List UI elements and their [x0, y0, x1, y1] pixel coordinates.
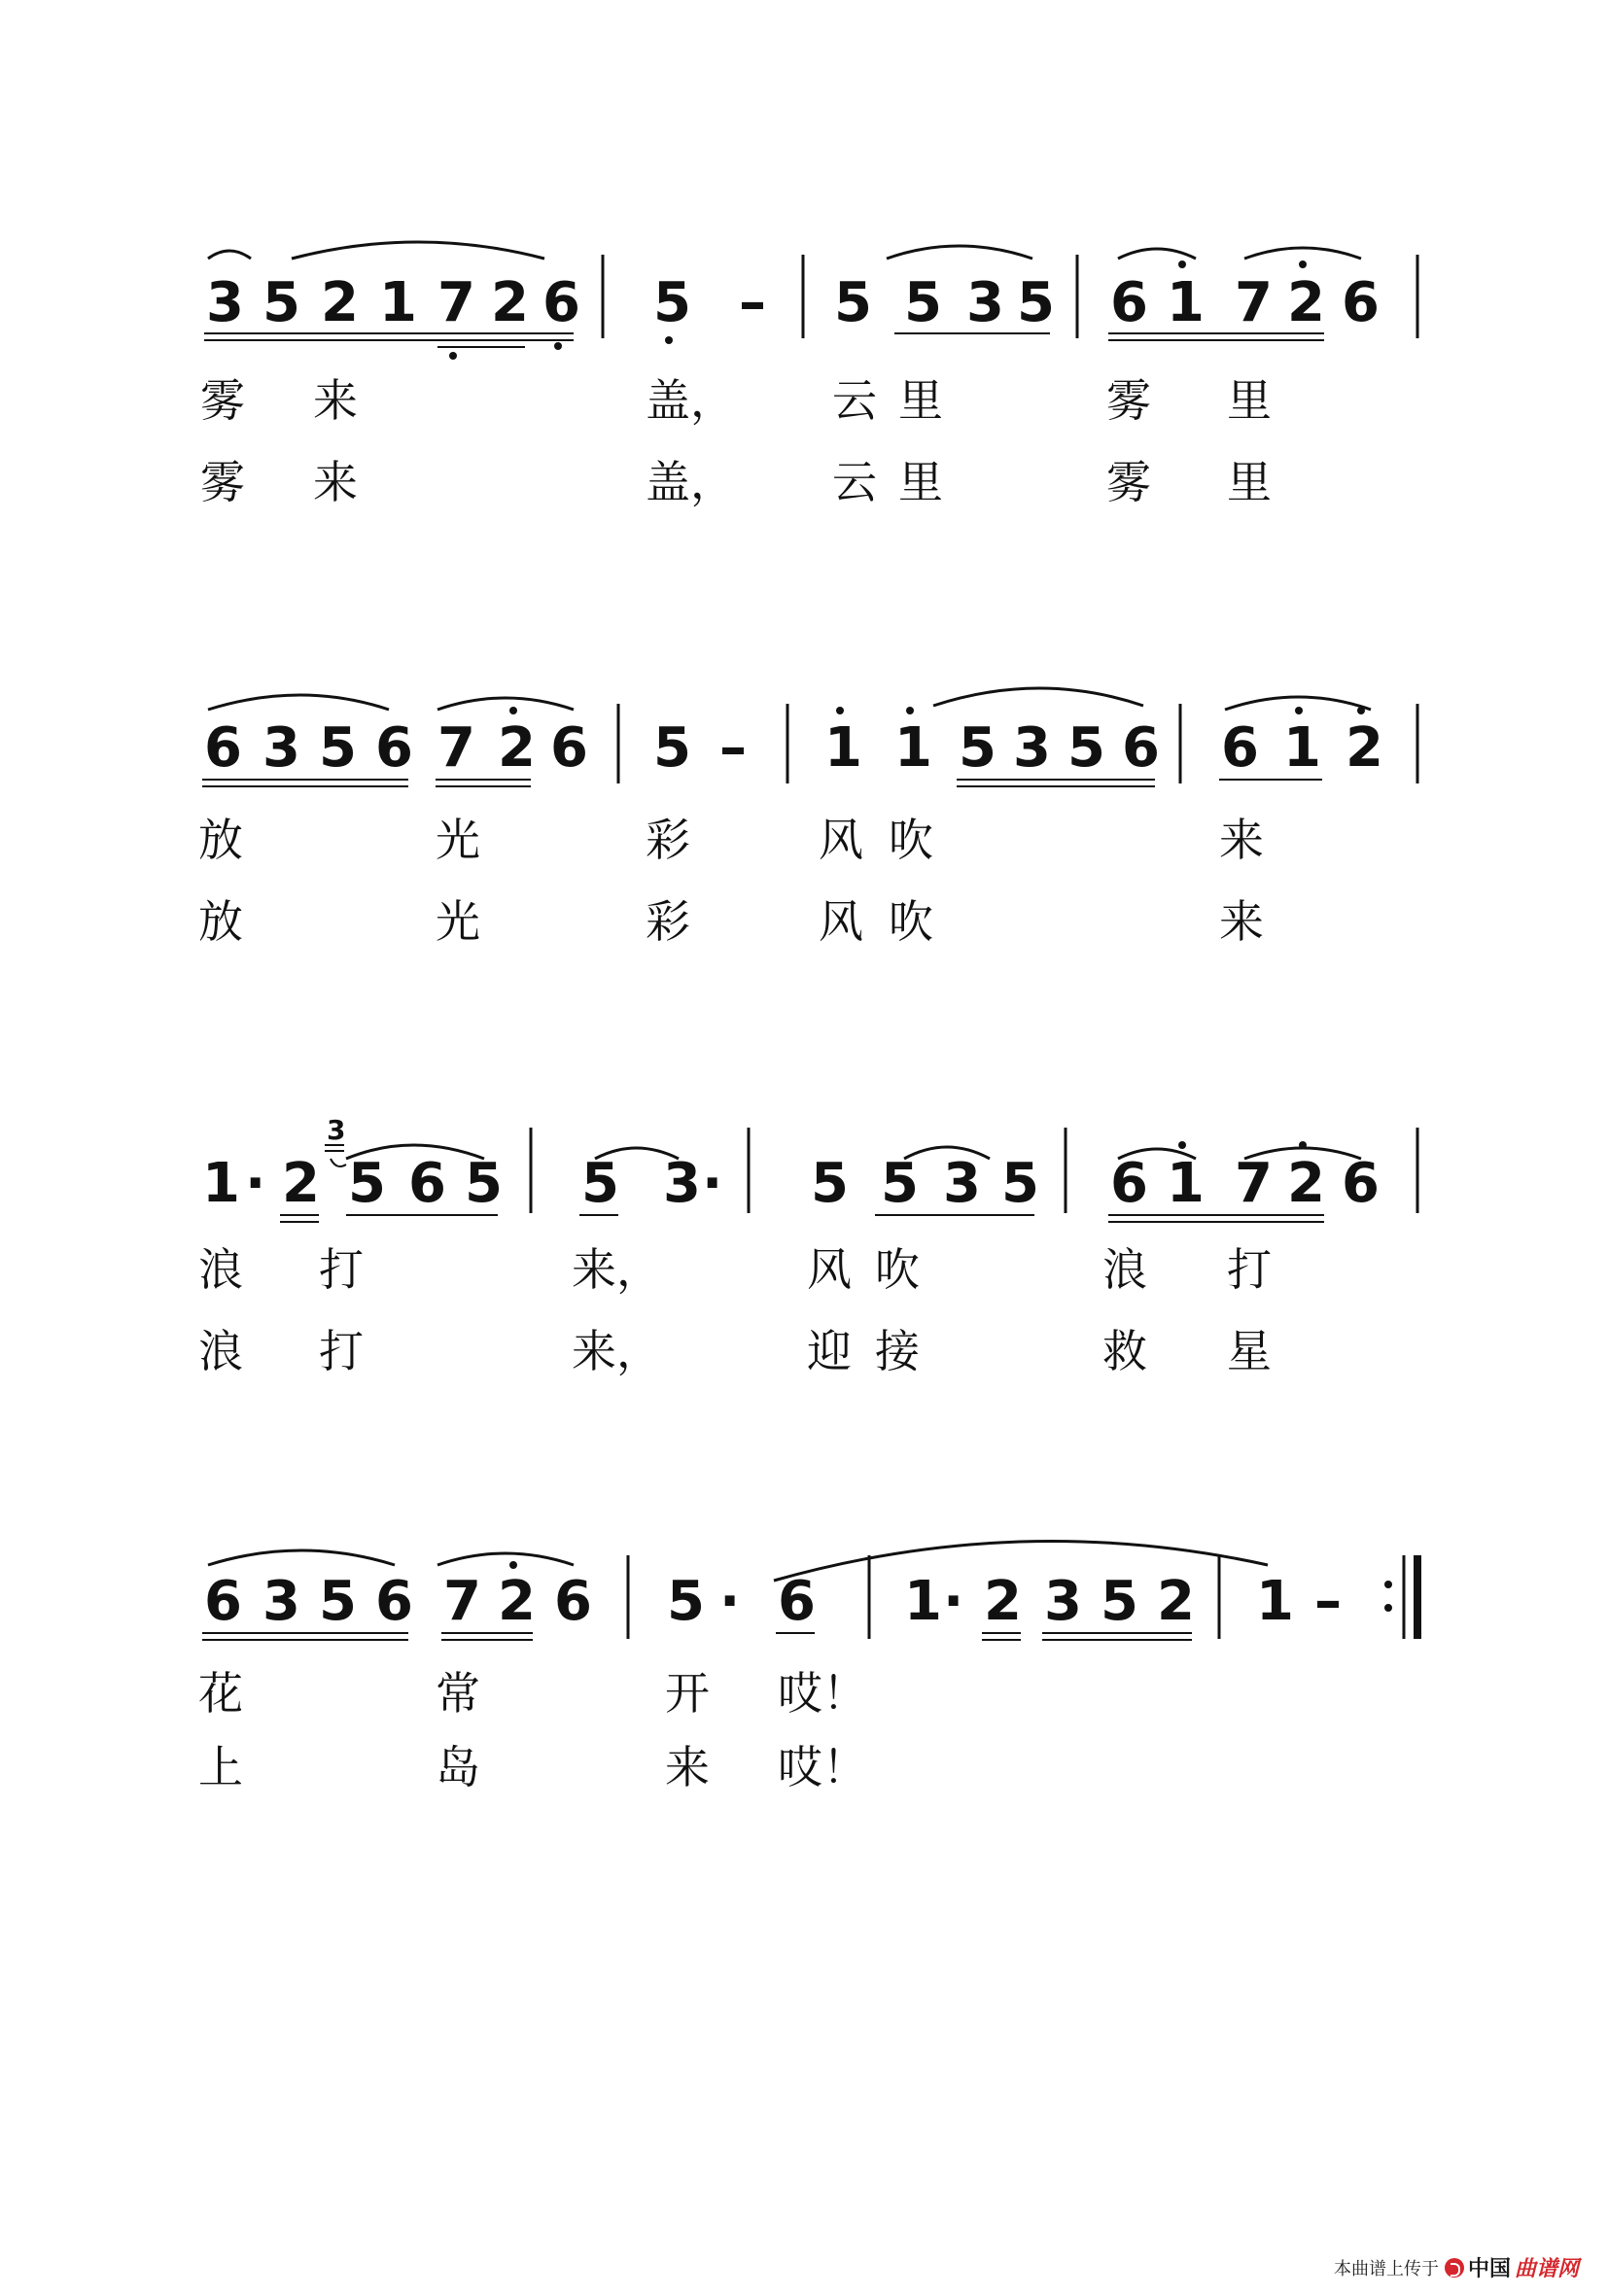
note: 5 [1001, 1152, 1039, 1215]
note: 2 [1157, 1570, 1195, 1633]
lyric: 浪 [198, 1325, 243, 1377]
note: 1 [904, 1570, 942, 1633]
note: 6 [408, 1152, 446, 1215]
octave-dot [1178, 261, 1186, 268]
note: 6 [542, 271, 580, 334]
note: 1 [1283, 716, 1321, 780]
note: 5 [319, 716, 357, 780]
note: 6 [1342, 271, 1380, 334]
lyric: 来， [572, 1325, 661, 1377]
note: 5 [653, 271, 691, 334]
note: 2 [282, 1152, 320, 1215]
slur [1244, 248, 1361, 259]
lyric: 来 [313, 374, 358, 427]
slur [208, 1550, 395, 1565]
lyric: 哎！ [778, 1667, 867, 1720]
site-name-part1: 中国 [1467, 2256, 1511, 2281]
note: 6 [1110, 271, 1148, 334]
upload-credit-text: 本曲谱上传于 [1333, 2258, 1439, 2279]
lyric: 云 [832, 374, 877, 427]
note: 3 [966, 271, 1004, 334]
slur [208, 251, 251, 259]
octave-dot [1178, 1141, 1186, 1149]
note: 1 [1167, 1152, 1205, 1215]
lyric: 接 [875, 1325, 920, 1377]
system-3 [198, 1114, 1417, 1377]
octave-dot [509, 1561, 517, 1569]
slur [292, 242, 544, 259]
lyric: 吹 [889, 895, 933, 948]
lyric: 迎 [807, 1325, 852, 1377]
note: 6 [375, 1570, 413, 1633]
note: 3 [206, 271, 244, 334]
octave-dot [449, 352, 457, 360]
note: 2 [1287, 1152, 1325, 1215]
note: 5 [319, 1570, 357, 1633]
note: 2 [1287, 271, 1325, 334]
note: 2 [984, 1570, 1022, 1633]
note: 6 [204, 1570, 242, 1633]
note: 1 [824, 716, 862, 780]
octave-dot [1299, 261, 1307, 268]
note: 2 [498, 716, 536, 780]
site-logo[interactable] [1445, 2252, 1579, 2282]
note: 5 [904, 271, 942, 334]
note: 5 [262, 271, 300, 334]
lyric: 盖， [646, 374, 735, 427]
note: 2 [491, 271, 529, 334]
dot: · [702, 1152, 723, 1215]
note: 5 [348, 1152, 386, 1215]
note: 5 [581, 1152, 619, 1215]
note: 5 [1101, 1570, 1138, 1633]
lyric: 花 [198, 1667, 243, 1720]
note: 6 [1221, 716, 1259, 780]
lyric: 风 [807, 1243, 852, 1296]
octave-dot [509, 707, 517, 714]
note: 6 [554, 1570, 592, 1633]
lyric: 雾 [200, 374, 245, 427]
note: 1 [379, 271, 417, 334]
note: 5 [1067, 716, 1105, 780]
lyric: 风 [819, 895, 863, 948]
slur [437, 1553, 574, 1565]
lyric: 开 [665, 1667, 710, 1720]
octave-dot [554, 342, 562, 350]
lyric: 来 [1219, 895, 1264, 948]
note: 5 [667, 1570, 705, 1633]
system-1 [200, 242, 1417, 508]
lyric: 哎！ [778, 1741, 867, 1793]
lyric: 光 [436, 895, 480, 948]
note: 5 [959, 716, 996, 780]
lyric: 救 [1102, 1325, 1147, 1377]
note: 7 [1235, 1152, 1273, 1215]
lyric: 来， [572, 1243, 661, 1296]
slur [887, 246, 1032, 259]
note: 6 [778, 1570, 816, 1633]
lyric: 雾 [200, 456, 245, 508]
note: 3 [663, 1152, 701, 1215]
lyric: 雾 [1106, 456, 1151, 508]
note: 1 [1256, 1570, 1294, 1633]
lyric: 风 [819, 814, 863, 866]
lyric: 常 [436, 1667, 480, 1720]
lyric: 来 [665, 1741, 710, 1793]
repeat-dot [1384, 1581, 1392, 1588]
note: 3 [262, 1570, 300, 1633]
note: 5 [834, 271, 872, 334]
lyric: 彩 [646, 895, 690, 948]
octave-dot [906, 707, 914, 714]
note: 6 [204, 716, 242, 780]
note: 7 [437, 716, 475, 780]
note: 6 [1110, 1152, 1148, 1215]
lyric: 浪 [198, 1243, 243, 1296]
grace-tie [331, 1159, 346, 1166]
system-2 [198, 688, 1417, 948]
slur [437, 698, 574, 710]
octave-dot [1357, 707, 1365, 714]
lyric: 打 [319, 1243, 364, 1296]
site-logo-icon [1445, 2258, 1464, 2278]
note: 5 [811, 1152, 849, 1215]
dot: · [245, 1152, 266, 1215]
lyric: 里 [898, 374, 943, 427]
dot: · [943, 1570, 964, 1633]
dash: – [1314, 1570, 1342, 1633]
note: 3 [1013, 716, 1051, 780]
lyric: 来 [313, 456, 358, 508]
upload-credit [1334, 2252, 1579, 2282]
note: 2 [1346, 716, 1383, 780]
lyric: 云 [832, 456, 877, 508]
note: 3 [262, 716, 300, 780]
note: 2 [498, 1570, 536, 1633]
dot: · [719, 1570, 741, 1633]
lyric: 彩 [646, 814, 690, 866]
note: 1 [894, 716, 932, 780]
lyric: 浪 [1102, 1243, 1147, 1296]
site-name-part2: 曲谱网 [1514, 2256, 1579, 2281]
lyric: 雾 [1106, 374, 1151, 427]
note: 7 [437, 271, 475, 334]
system-4 [198, 1542, 1417, 1794]
note: 1 [202, 1152, 240, 1215]
lyric: 星 [1227, 1325, 1272, 1377]
note: 5 [465, 1152, 503, 1215]
repeat-dot [1384, 1604, 1392, 1612]
note: 7 [443, 1570, 481, 1633]
slur [933, 688, 1143, 706]
note: 5 [653, 716, 691, 780]
lyric: 放 [198, 814, 243, 866]
lyric: 打 [319, 1325, 364, 1377]
note: 5 [881, 1152, 919, 1215]
lyric: 来 [1219, 814, 1264, 866]
octave-dot [1299, 1141, 1307, 1149]
grace-note: 3 [327, 1114, 346, 1146]
lyric: 光 [436, 814, 480, 866]
note: 6 [550, 716, 588, 780]
octave-dot [665, 336, 673, 344]
lyric: 打 [1227, 1243, 1272, 1296]
lyric: 吹 [875, 1243, 920, 1296]
note: 2 [321, 271, 359, 334]
lyric: 里 [898, 456, 943, 508]
dash: – [739, 271, 766, 334]
slur [208, 695, 389, 710]
slur [1118, 249, 1196, 259]
dash: – [719, 716, 747, 780]
lyric: 岛 [436, 1741, 480, 1793]
lyric: 上 [198, 1741, 243, 1793]
note: 6 [375, 716, 413, 780]
note: 6 [1122, 716, 1160, 780]
note: 3 [943, 1152, 981, 1215]
note: 6 [1342, 1152, 1380, 1215]
lyric: 放 [198, 895, 243, 948]
lyric: 里 [1227, 456, 1272, 508]
octave-dot [1295, 707, 1303, 714]
octave-dot [836, 707, 844, 714]
lyric: 盖， [646, 456, 735, 508]
lyric: 里 [1227, 374, 1272, 427]
note: 1 [1167, 271, 1205, 334]
note: 7 [1235, 271, 1273, 334]
note: 5 [1017, 271, 1055, 334]
lyric: 吹 [889, 814, 933, 866]
note: 3 [1044, 1570, 1082, 1633]
